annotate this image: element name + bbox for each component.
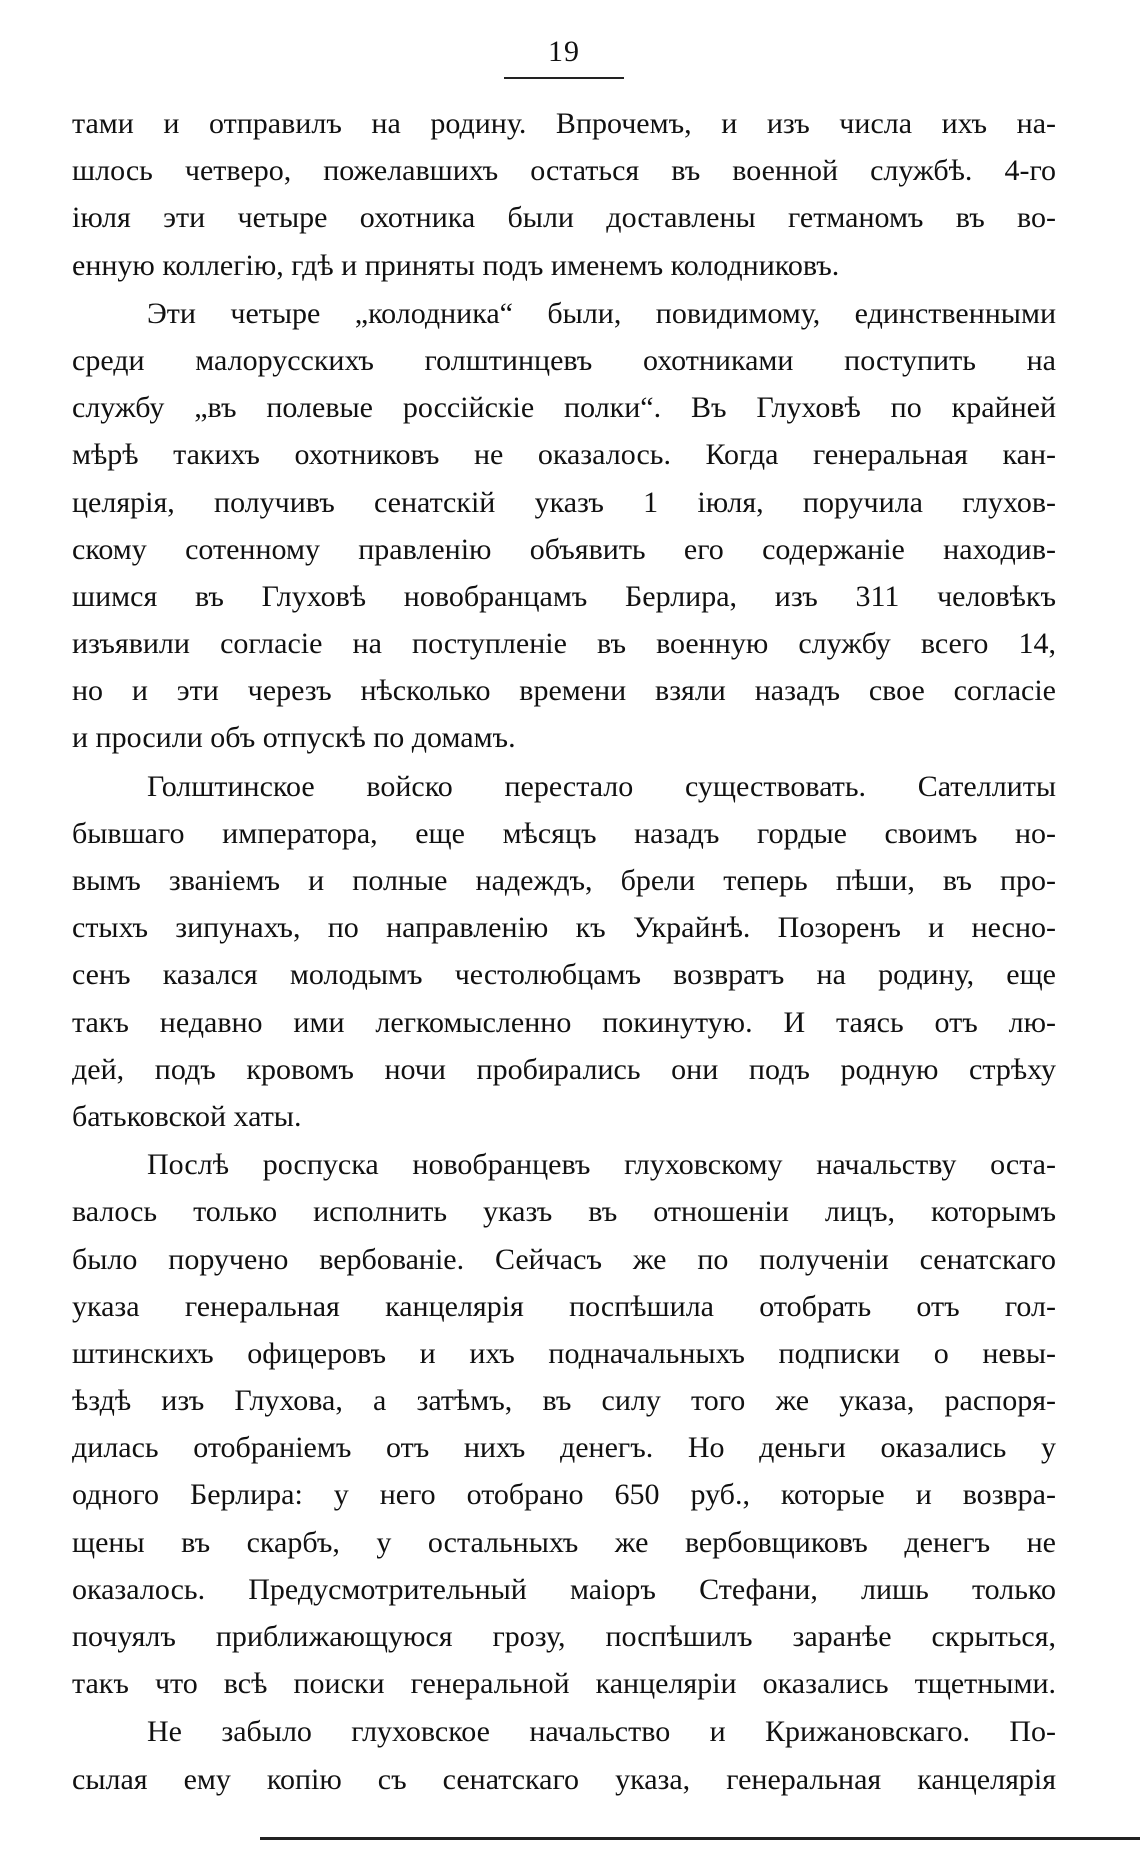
text-line: ѣздѣ изъ Глухова, а затѣмъ, въ силу того же указа, распоря- <box>72 1384 1056 1418</box>
text-line: бывшаго императора, еще мѣсяцъ назадъ гордые своимъ но- <box>72 816 1056 850</box>
paragraph-2 <box>72 290 1056 762</box>
text-line: іюля эти четыре охотника были доставлены гетманомъ въ во- <box>72 201 1056 235</box>
text-line: Эти четыре „колодника“ были, повидимому, единственными <box>147 296 1056 330</box>
text-line: штинскихъ офицеровъ и ихъ подначальныхъ подписки о невы- <box>72 1336 1056 1370</box>
body-text <box>72 100 1056 1803</box>
text-line: дилась отобраніемъ отъ нихъ денегъ. Но деньги оказались у <box>72 1431 1056 1465</box>
text-line: указа генеральная канцелярія поспѣшила отобрать отъ гол- <box>72 1289 1056 1323</box>
text-line: Не забыло глуховское начальство и Крижановскаго. По- <box>147 1715 1056 1749</box>
text-line: изъявили согласіе на поступленіе въ военную службу всего 14, <box>72 627 1056 661</box>
text-line: Послѣ роспуска новобранцевъ глуховскому начальству оста- <box>147 1148 1056 1182</box>
text-line: одного Берлира: у него отобрано 650 руб., которые и возвра- <box>72 1478 1056 1512</box>
paragraph-1 <box>72 100 1056 289</box>
text-line: валось только исполнить указъ въ отношеніи лицъ, которымъ <box>72 1195 1056 1229</box>
text-line: сылая ему копію съ сенатскаго указа, генеральная канцелярія <box>72 1762 1056 1796</box>
text-line: шимся въ Глуховѣ новобранцамъ Берлира, изъ 311 человѣкъ <box>72 579 1056 613</box>
text-line: целярія, получивъ сенатскій указъ 1 іюля, поручила глухов- <box>72 485 1056 519</box>
text-line: но и эти черезъ нѣсколько времени взяли назадъ свое согласіе <box>72 674 1056 708</box>
text-line: щены въ скарбъ, у остальныхъ же вербовщиковъ денегъ не <box>72 1525 1056 1559</box>
text-line: сенъ казался молодымъ честолюбцамъ возвратъ на родину, еще <box>72 958 1056 992</box>
text-line: службу „въ полевые россійскіе полки“. Въ Глуховѣ по крайней <box>72 391 1056 425</box>
text-line: такъ что всѣ поиски генеральной канцеляріи оказались тщетными. <box>72 1667 1056 1701</box>
paragraph-5 <box>72 1708 1056 1802</box>
text-line: скому сотенному правленію объявить его содержаніе находив- <box>72 532 1056 566</box>
text-line: среди малорусскихъ голштинцевъ охотниками поступить на <box>72 343 1056 377</box>
paragraph-4 <box>72 1141 1056 1707</box>
text-line: вымъ званіемъ и полные надеждъ, брели теперь пѣши, въ про- <box>72 864 1056 897</box>
text-line: такъ недавно ими легкомысленно покинутую. И таясь отъ лю- <box>72 1005 1056 1039</box>
text-line: тами и отправилъ на родину. Впрочемъ, и изъ числа ихъ на- <box>72 107 1056 140</box>
text-line: дей, подъ кровомъ ночи пробирались они подъ родную стрѣху <box>72 1052 1056 1086</box>
text-line: оказалось. Предусмотрительный маіоръ Стефани, лишь только <box>72 1572 1056 1606</box>
text-line: стыхъ зипунахъ, по направленію къ Украйнѣ. Позоренъ и несно- <box>72 911 1056 945</box>
text-line: шлось четверо, пожелавшихъ остаться въ военной службѣ. 4-го <box>72 154 1056 188</box>
text-line: батьковской хаты. <box>72 1099 302 1133</box>
text-line: Голштинское войско перестало существовать. Сателлиты <box>147 769 1056 803</box>
footer-rule <box>260 1837 1140 1840</box>
page-number: 19 <box>548 35 580 68</box>
text-line: мѣрѣ такихъ охотниковъ не оказалось. Когда генеральная кан- <box>72 438 1056 472</box>
paragraph-3 <box>72 763 1056 1141</box>
text-line: енную коллегію, гдѣ и приняты подъ именемъ колодниковъ. <box>72 248 840 282</box>
text-line: было поручено вербованіе. Сейчасъ же по полученіи сенатскаго <box>72 1242 1056 1276</box>
text-line: и просили объ отпускѣ по домамъ. <box>72 721 516 755</box>
header-rule <box>504 77 624 79</box>
book-page <box>72 0 1056 1854</box>
text-line: почуялъ приближающуюся грозу, поспѣшилъ заранѣе скрыться, <box>72 1620 1056 1653</box>
